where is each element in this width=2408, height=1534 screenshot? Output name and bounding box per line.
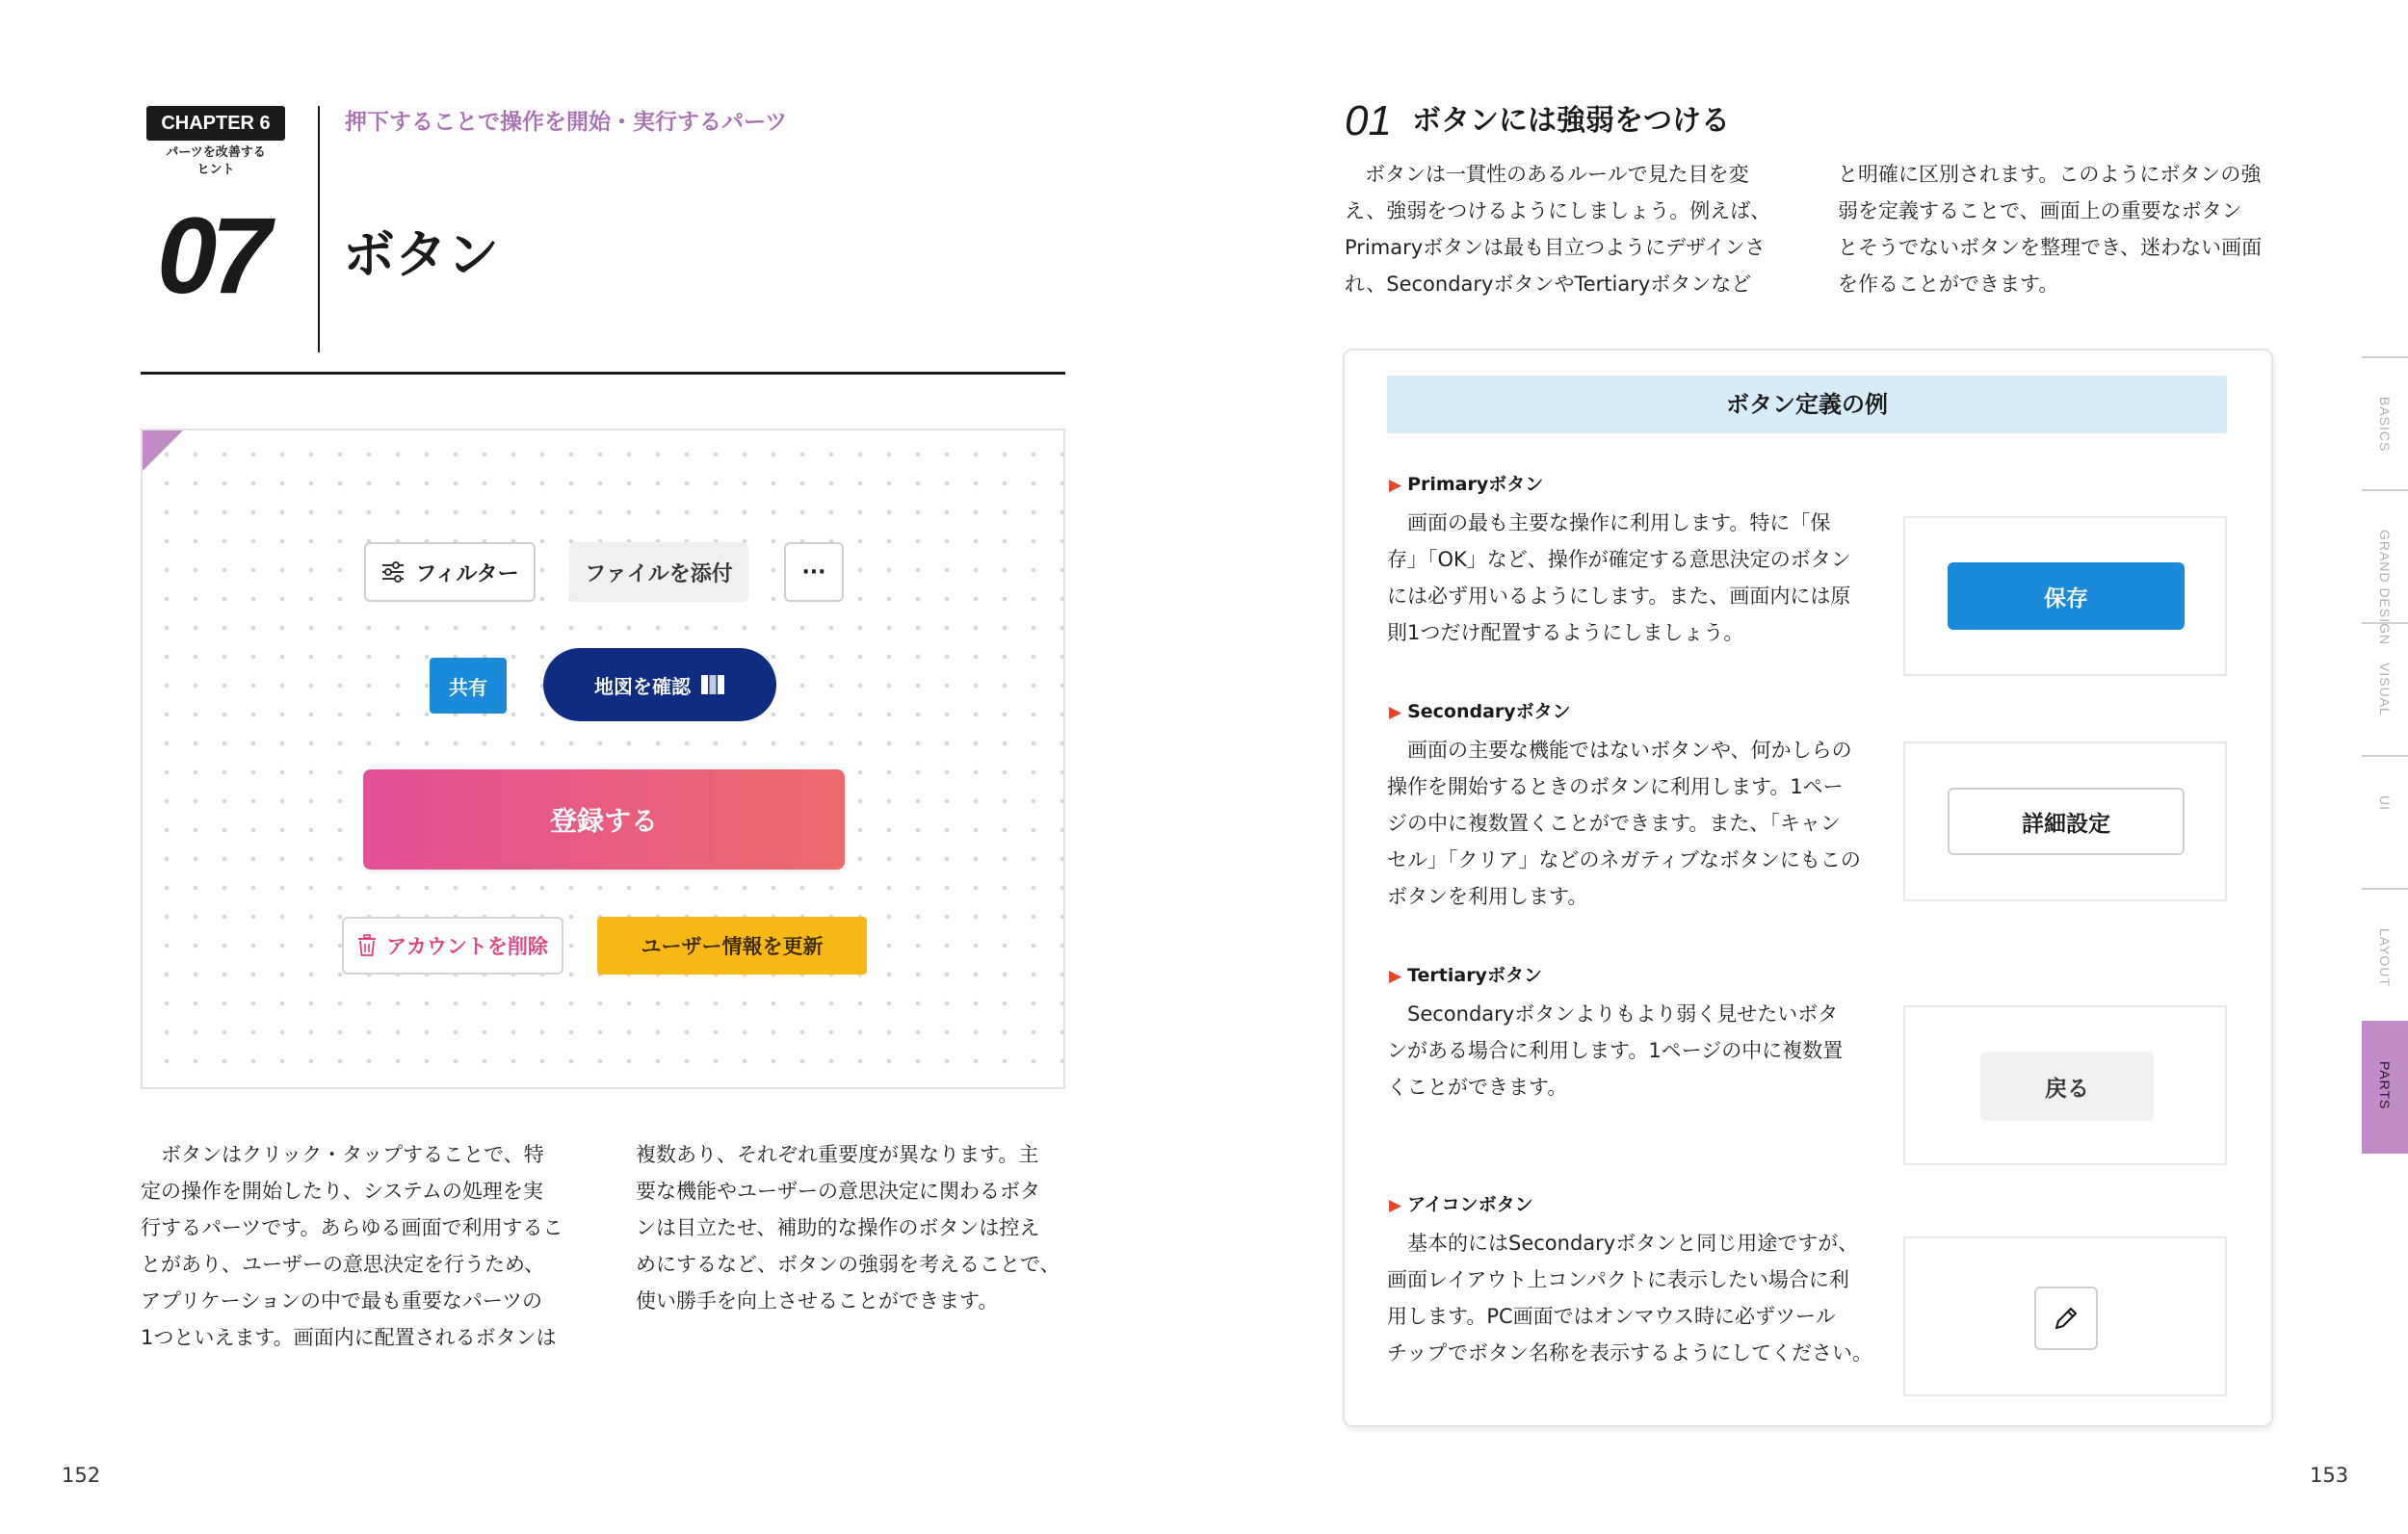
section-number: 07 [157,195,266,316]
text-line: 複数あり、それぞれ重要度が異なります。主 [636,1143,1039,1166]
filter-sliders-icon [380,561,406,583]
triangle-bullet-icon: ▶ [1389,476,1402,495]
attach-file-label: ファイルを添付 [585,561,733,586]
text-line: と明確に区別されます。このようにボタンの強 [1838,163,2262,186]
text-line: 定の操作を開始したり、システムの処理を実 [141,1180,543,1203]
primary-button-label [1389,472,1543,498]
text-line: を作ることができます。 [1838,273,2059,296]
tertiary-button-example [1903,1005,2227,1165]
item-label-text: Primaryボタン [1407,474,1544,495]
right-body-column-2 [1838,156,2262,302]
button-demo-panel [141,429,1065,1089]
detail-settings-label: 詳細設定 [2022,811,2110,837]
filter-button[interactable] [364,542,536,602]
tab-layout[interactable] [2362,888,2408,1021]
section-subtitle: 押下することで操作を開始・実行するパーツ [345,110,788,135]
chapter-subtitle [146,144,285,179]
pencil-icon [2052,1304,2081,1333]
text-line: 画面レイアウト上コンパクトに表示したい場合に利 [1387,1268,1849,1291]
chapter-badge: CHAPTER 6 [146,106,285,141]
text-line: とそうでないボタンを整理でき、迷わない画面 [1838,236,2263,259]
subsection-number: 01 [1345,97,1392,144]
panel-corner-mark [143,430,183,471]
text-line: れ、SecondaryボタンやTertiaryボタンなど [1345,273,1752,296]
text-line: くことができます。 [1387,1076,1568,1099]
tab-label: GRAND DESIGN [2377,530,2393,646]
text-line: ジの中に複数置くことができます。また、「キャン [1387,812,1841,835]
text-line: 基本的にはSecondaryボタンと同じ用途ですが、 [1387,1232,1859,1255]
text-line: 画面の主要な機能ではないボタンや、何かしらの [1387,739,1852,762]
secondary-button-example [1903,741,2227,901]
subsection-title: ボタンには強弱をつける [1412,104,1730,138]
icon-button-description [1387,1225,1872,1371]
back-label: 戻る [2045,1076,2089,1102]
text-line: チップでボタン名称を表示するようにしてください。 [1387,1341,1872,1365]
text-line: ボタンを利用します。 [1387,885,1588,908]
filter-button-label: フィルター [415,561,519,586]
text-line: 用します。PC画面ではオンマウス時に必ずツール [1387,1305,1836,1328]
tab-label: LAYOUT [2377,928,2393,987]
tab-label: UI [2377,795,2393,811]
text-line: ボタンは一貫性のあるルールで見た目を変 [1345,163,1749,186]
text-line: 画面の最も主要な操作に利用します。特に「保 [1387,511,1831,534]
item-label-text: Secondaryボタン [1407,701,1571,722]
tertiary-button-label [1389,963,1542,989]
left-body-column-1 [141,1136,563,1356]
more-dots-icon: ··· [801,559,826,585]
delete-account-label: アカウントを削除 [386,935,548,958]
text-line: めにするなど、ボタンの強弱を考えることで、 [636,1253,1060,1276]
secondary-button-label [1389,699,1571,725]
register-button[interactable] [363,769,845,870]
text-line: 則1つだけ配置するようにしましょう。 [1387,621,1744,644]
primary-button-description [1387,505,1851,651]
tab-label: BASICS [2377,397,2393,453]
button-definition-card [1343,349,2273,1427]
view-map-button[interactable] [543,648,776,721]
text-line: 存」「OK」など、操作が確定する意思決定のボタン [1387,548,1851,571]
item-label-text: アイコンボタン [1407,1194,1533,1215]
edit-icon-button[interactable] [2034,1287,2098,1350]
text-line: には必ず用いるようにします。また、画面内には原 [1387,585,1851,608]
left-body-column-2 [636,1136,1060,1319]
text-line: え、強弱をつけるようにしましょう。例えば、 [1345,199,1771,222]
save-label: 保存 [2044,585,2088,611]
tab-basics[interactable] [2362,356,2408,489]
item-label-text: Tertiaryボタン [1407,965,1542,986]
share-button[interactable] [430,658,507,714]
icon-button-example [1903,1236,2227,1396]
secondary-button-description [1387,732,1861,915]
map-icon [700,673,725,696]
text-line: 弱を定義することで、画面上の重要なボタン [1838,199,2242,222]
triangle-bullet-icon: ▶ [1389,1196,1402,1215]
save-button[interactable] [1948,562,2185,630]
text-line: セル」「クリア」などのネガティブなボタンにもこの [1387,848,1861,871]
update-user-info-button[interactable] [597,917,867,975]
text-line: 1つといえます。画面内に配置されるボタンは [141,1326,557,1349]
header-divider [141,372,1065,375]
right-body-column-1 [1345,156,1770,302]
view-map-label: 地図を確認 [594,674,691,698]
chapter-subtitle-line: パーツを改善する [166,145,266,160]
more-button[interactable] [784,542,844,602]
triangle-bullet-icon: ▶ [1389,967,1402,986]
text-line: ボタンはクリック・タップすることで、特 [141,1143,544,1166]
text-line: 行するパーツです。あらゆる画面で利用するこ [141,1216,563,1239]
back-button[interactable] [1980,1052,2154,1121]
text-line: とがあり、ユーザーの意思決定を行うため、 [141,1253,545,1276]
tab-parts[interactable] [2362,1021,2408,1154]
primary-button-example [1903,516,2227,676]
tertiary-button-description [1387,996,1843,1105]
attach-file-button[interactable] [569,542,748,602]
tab-label: PARTS [2377,1061,2393,1110]
chapter-subtitle-line: ヒント [196,163,235,177]
text-line: アプリケーションの中で最も重要なパーツの [141,1289,543,1313]
text-line: 要な機能やユーザーの意思決定に関わるボタ [636,1180,1040,1203]
text-line: ンがある場合に利用します。1ページの中に複数置 [1387,1039,1844,1062]
vertical-divider [318,106,320,352]
tab-label: VISUAL [2377,663,2393,716]
text-line: 使い勝手を向上させることができます。 [636,1289,999,1313]
update-user-info-label: ユーザー情報を更新 [641,935,824,958]
page-number-right: 153 [2310,1464,2349,1487]
share-label: 共有 [449,675,487,699]
triangle-bullet-icon: ▶ [1389,703,1402,722]
page-number-left: 152 [62,1464,101,1487]
register-label: 登録する [549,805,658,837]
card-heading: ボタン定義の例 [1387,376,2227,433]
detail-settings-button[interactable] [1948,788,2185,855]
tab-ui[interactable] [2362,755,2408,888]
delete-account-button[interactable] [342,917,563,975]
text-line: Secondaryボタンよりもより弱く見せたいボタ [1387,1002,1839,1026]
text-line: ンは目立たせ、補助的な操作のボタンは控え [636,1216,1040,1239]
section-title: ボタン [343,224,499,285]
tab-grand-design[interactable] [2362,489,2408,646]
trash-icon [357,934,377,957]
tab-visual[interactable] [2362,622,2408,755]
text-line: Primaryボタンは最も目立つようにデザインさ [1345,236,1766,259]
text-line: 操作を開始するときのボタンに利用します。1ペー [1387,775,1844,798]
icon-button-label [1389,1192,1533,1218]
